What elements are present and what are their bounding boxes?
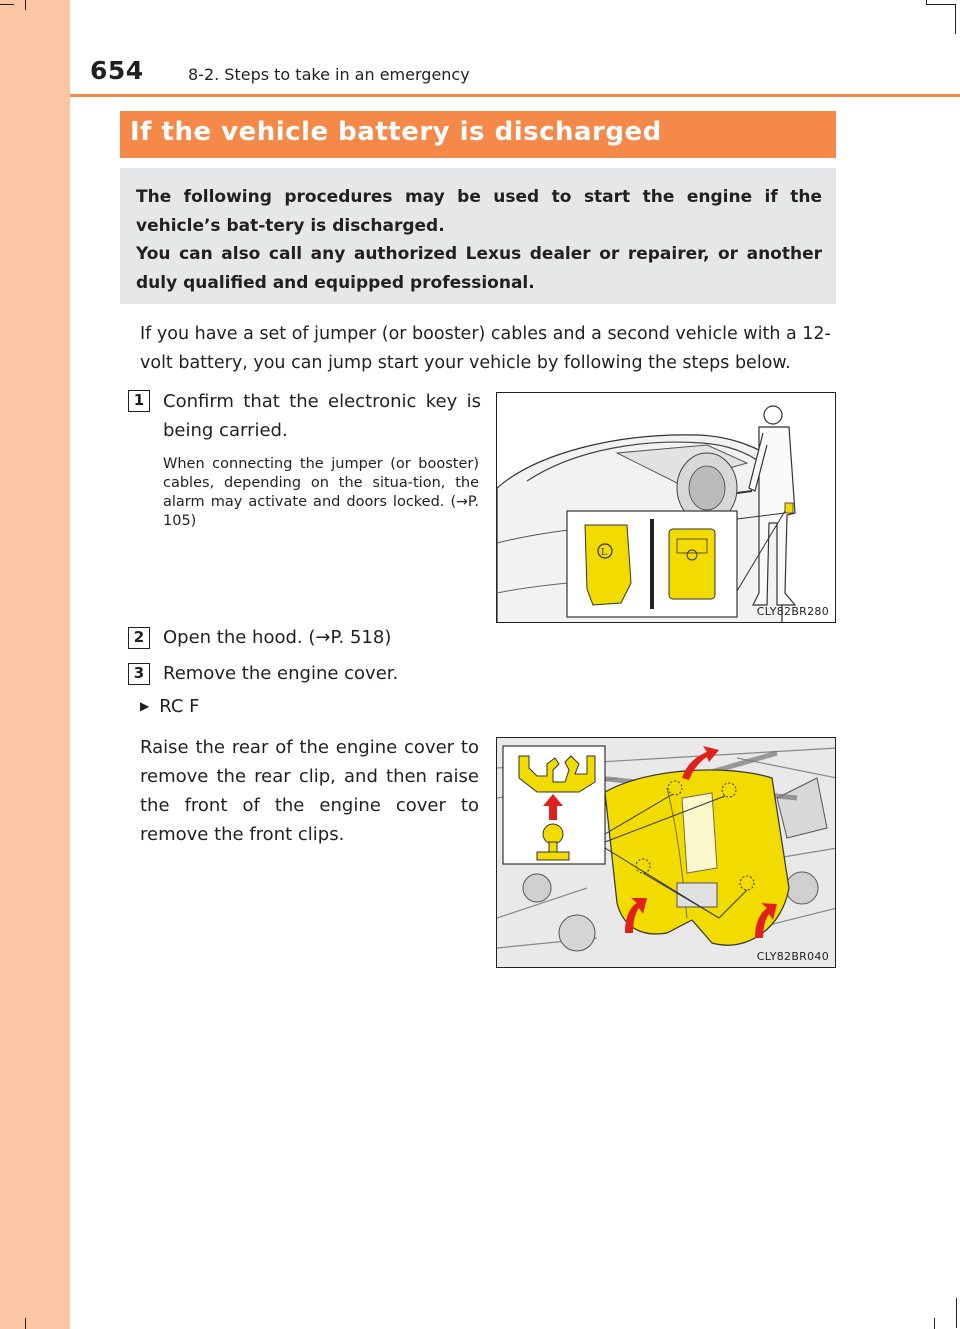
step-3-badge: 3: [128, 663, 150, 685]
section-breadcrumb: 8-2. Steps to take in an emergency: [188, 65, 470, 84]
crop-mark: [934, 1318, 935, 1329]
note-text-after: P. 105): [163, 494, 479, 529]
page-number: 654: [90, 56, 144, 85]
header-rule: [70, 94, 960, 97]
side-band: [0, 0, 70, 1329]
figure-1-code: CLY82BR280: [756, 605, 829, 618]
intro-line-2: You can also call any authorized Lexus dealer or repairer, or another duly qualified and equipped professional.: [136, 244, 822, 293]
variant-description: Raise the rear of the engine cover to remove the rear clip, and then raise the front of the engine cover to remove the front clips.: [140, 737, 479, 845]
intro-line-1: The following procedures may be used to start the engine if the vehicle’s bat-tery is discharged.: [136, 187, 822, 236]
car-and-key-illustration: [497, 393, 836, 623]
reference-arrow-icon: →: [456, 494, 468, 510]
variant-label: RC F: [159, 696, 200, 717]
step-3-text: Remove the engine cover.: [163, 663, 399, 684]
section-title: If the vehicle battery is discharged: [130, 117, 662, 147]
figure-2-code: CLY82BR040: [756, 950, 829, 963]
step-1-text: Confirm that the electronic key is being carried.: [163, 391, 481, 441]
step-1-note: [163, 455, 479, 531]
engine-bay-illustration: [497, 738, 836, 968]
page-header: [70, 0, 960, 96]
lead-paragraph: If you have a set of jumper (or booster) cables and a second vehicle with a 12-volt battery, you can jump start your vehicle by following the steps below.: [140, 324, 831, 373]
variant-heading: [140, 696, 200, 717]
crop-mark: [0, 4, 14, 5]
step-1-badge: 1: [128, 390, 150, 412]
step-2-badge: 2: [128, 627, 150, 649]
crop-mark: [25, 1318, 26, 1329]
svg-text:L: L: [601, 548, 607, 558]
step-2-text: Open the hood. (→P. 518): [163, 627, 392, 648]
crop-mark: [956, 1298, 957, 1328]
triangle-right-icon: ▶: [140, 699, 150, 713]
note-text-before: When connecting the jumper (or booster) cables, depending on the situa-tion, the alarm may activate and doors locked. (: [163, 456, 479, 510]
intro-box: [120, 168, 836, 304]
figure-engine-cover: [496, 737, 836, 968]
crop-mark: [25, 0, 26, 10]
figure-key-carry: [496, 392, 836, 623]
section-title-bar: [120, 111, 836, 158]
